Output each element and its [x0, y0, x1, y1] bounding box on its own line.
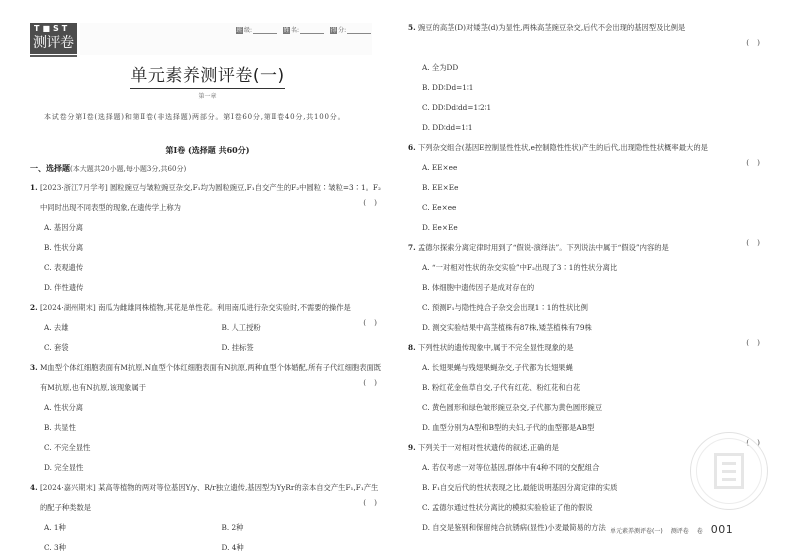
question-source: [2024·嘉兴期末]	[39, 483, 96, 492]
option-a[interactable]: A. 全为DD	[422, 63, 459, 72]
question-number: 5.	[408, 23, 416, 32]
question-stem: 孟德尔探索分离定律时用到了“假说-演绎法”。下列说法中属于“假设”内容的是	[417, 243, 669, 252]
option-d[interactable]: D. 完全显性	[44, 463, 84, 472]
left-column	[30, 178, 385, 554]
part-note: (本大题共20小题,每小题3分,共60分)	[70, 165, 187, 173]
question-source: [2023·浙江7月学考]	[39, 183, 108, 192]
test-logo	[30, 23, 77, 54]
option-b[interactable]: B. 2种	[221, 523, 244, 532]
part-label: 一、选择题	[30, 163, 70, 173]
score-label-box: 得	[330, 27, 337, 34]
option-b[interactable]: B. 共显性	[44, 423, 76, 432]
option-a[interactable]: A. 长翅果蝇与残翅果蝇杂交,子代都为长翅果蝇	[422, 363, 573, 372]
part-header	[30, 163, 186, 174]
option-a[interactable]: A. 性状分离	[44, 403, 84, 412]
option-a[interactable]: A. “一对相对性状的杂交实验”中F₂出现了3∶1的性状分离比	[422, 263, 618, 272]
option-b[interactable]: B. 粉红花金鱼草自交,子代有红花、粉红花和白花	[422, 383, 581, 392]
name-label-box: 姓	[283, 27, 290, 34]
option-c[interactable]: C. 黄色圆形和绿色皱形豌豆杂交,子代都为黄色圆形豌豆	[422, 403, 603, 412]
option-d[interactable]: D. 挂标签	[221, 343, 254, 352]
option-c[interactable]: C. 表观遗传	[44, 263, 84, 272]
answer-blank[interactable]: ()	[746, 338, 768, 347]
option-b[interactable]: B. F₁自交后代的性状表现之比,最能说明基因分离定律的实质	[422, 483, 618, 492]
question-stem: 下列杂交组合(基因E控制显性性状,e控制隐性性状)产生的后代,出现隐性性状概率最大的是	[417, 143, 708, 152]
question-stem: 下列性状的遗传现象中,属于不完全显性现象的是	[417, 343, 574, 352]
question-stem: 豌豆的高茎(D)对矮茎(d)为显性,两株高茎豌豆杂交,后代不会出现的基因型及比例是	[417, 23, 686, 32]
question-stem: 某高等植物的两对等位基因Y/y、R/r独立遗传,基因型为YyRr的亲本自交产生F₁,F₁产生的配子种类数是	[40, 483, 379, 512]
answer-blank[interactable]: ()	[746, 238, 768, 247]
option-c[interactable]: C. 3种	[44, 543, 66, 552]
logo-underline	[30, 55, 77, 57]
question-7	[408, 238, 768, 338]
option-d[interactable]: D. DD∶dd=1∶1	[422, 123, 473, 132]
question-stem: 圆粒豌豆与皱粒豌豆杂交,F₁均为圆粒豌豆,F₁自交产生的F₂中圆粒∶皱粒=3∶1。F₂中同时出现不同表型的现象,在遗传学上称为	[40, 183, 381, 212]
question-2	[30, 298, 385, 358]
option-c[interactable]: C. DD∶Dd∶dd=1∶2∶1	[422, 103, 492, 112]
question-number: 8.	[408, 343, 416, 352]
name-label: 名:	[291, 27, 300, 34]
question-4	[30, 478, 385, 554]
question-number: 3.	[30, 363, 38, 372]
score-field[interactable]	[330, 25, 371, 34]
student-info-fields	[236, 25, 371, 34]
footer-title: 单元素养测评卷(一)	[610, 528, 663, 535]
option-b[interactable]: B. 人工授粉	[221, 323, 261, 332]
publisher-watermark-stamp-icon	[690, 432, 768, 510]
chapter-subtitle: 第一章	[198, 93, 217, 100]
page-footer	[610, 523, 733, 536]
option-c[interactable]: C. 套袋	[44, 343, 69, 352]
option-a[interactable]: A. 去雄	[44, 323, 69, 332]
question-stem: 下列关于一对相对性状遗传的叙述,正确的是	[417, 443, 559, 452]
section-header: 第Ⅰ卷 (选择题 共60分)	[165, 145, 250, 155]
option-c[interactable]: C. 预测F₁与隐性纯合子杂交会出现1∶1的性状比例	[422, 303, 588, 312]
question-stem: 南瓜为雌雄同株植物,其花是单性花。利用南瓜进行杂交实验时,不需要的操作是	[98, 303, 351, 312]
answer-blank[interactable]: ()	[363, 318, 385, 327]
class-label: 级:	[244, 27, 253, 34]
page-title: 单元素养测评卷(一)	[130, 66, 285, 86]
question-8	[408, 338, 768, 438]
question-3	[30, 358, 385, 478]
question-1	[30, 178, 385, 298]
answer-blank[interactable]: ()	[746, 38, 768, 47]
option-b[interactable]: B. 体细胞中遗传因子是成对存在的	[422, 283, 535, 292]
logo-line2: 测评卷	[33, 35, 74, 51]
question-number: 2.	[30, 303, 38, 312]
question-stem: M血型个体红细胞表面有M抗原,N血型个体红细胞表面有N抗原,两种血型个体婚配,所有子代红细胞表面既有M抗原,也有N抗原,该现象属于	[39, 363, 382, 392]
option-a[interactable]: A. 1种	[44, 523, 66, 532]
option-d[interactable]: D. 自交是鉴别和保留纯合抗锈病(显性)小麦最简易的方法	[422, 523, 606, 532]
option-b[interactable]: B. DD∶Dd=1∶1	[422, 83, 474, 92]
option-d[interactable]: D. 血型分别为A型和B型的夫妇,子代的血型都是AB型	[422, 423, 595, 432]
option-c[interactable]: C. 孟德尔通过性状分离比的模拟实验验证了他的假说	[422, 503, 593, 512]
option-d[interactable]: D. 伴性遗传	[44, 283, 84, 292]
answer-blank[interactable]: ()	[746, 438, 768, 447]
option-a[interactable]: A. EE×ee	[422, 163, 458, 172]
answer-blank[interactable]: ()	[746, 158, 768, 167]
footer-type: 测评卷	[670, 528, 689, 535]
score-blank[interactable]	[347, 28, 371, 34]
answer-blank[interactable]: ()	[363, 498, 385, 507]
class-blank[interactable]	[253, 28, 277, 34]
name-blank[interactable]	[300, 28, 324, 34]
question-source: [2024·湖州期末]	[39, 303, 96, 312]
title-underline	[130, 88, 285, 89]
answer-blank[interactable]: ()	[363, 198, 385, 207]
option-a[interactable]: A. 若仅考虑一对等位基因,群体中有4种不同的交配组合	[422, 463, 600, 472]
option-d[interactable]: D. 4种	[221, 543, 244, 552]
question-number: 9.	[408, 443, 416, 452]
question-number: 1.	[30, 183, 38, 192]
name-field[interactable]	[283, 25, 324, 34]
question-6	[408, 138, 768, 238]
question-number: 4.	[30, 483, 38, 492]
class-label-box: 班	[236, 27, 243, 34]
option-d[interactable]: D. 测交实验结果中高茎植株有87株,矮茎植株有79株	[422, 323, 592, 332]
option-b[interactable]: B. EE×Ee	[422, 183, 459, 192]
answer-blank[interactable]: ()	[363, 378, 385, 387]
option-a[interactable]: A. 基因分离	[44, 223, 84, 232]
question-number: 6.	[408, 143, 416, 152]
question-number: 7.	[408, 243, 416, 252]
question-5	[408, 18, 768, 138]
option-c[interactable]: C. Ee×ee	[422, 203, 457, 212]
class-field[interactable]	[236, 25, 277, 34]
option-c[interactable]: C. 不完全显性	[44, 443, 91, 452]
logo-line1: T■ST	[34, 24, 71, 33]
exam-instructions: 本试卷分第Ⅰ卷(选择题)和第Ⅱ卷(非选择题)两部分。第Ⅰ卷60分,第Ⅱ卷40分,共100分。	[44, 113, 346, 121]
page-number: 001	[710, 523, 734, 536]
stamp-glyph-icon	[714, 453, 744, 489]
option-d[interactable]: D. Ee×Ee	[422, 223, 458, 232]
option-b[interactable]: B. 性状分离	[44, 243, 84, 252]
footer-vol: 卷	[696, 528, 703, 535]
score-label: 分:	[338, 27, 347, 34]
